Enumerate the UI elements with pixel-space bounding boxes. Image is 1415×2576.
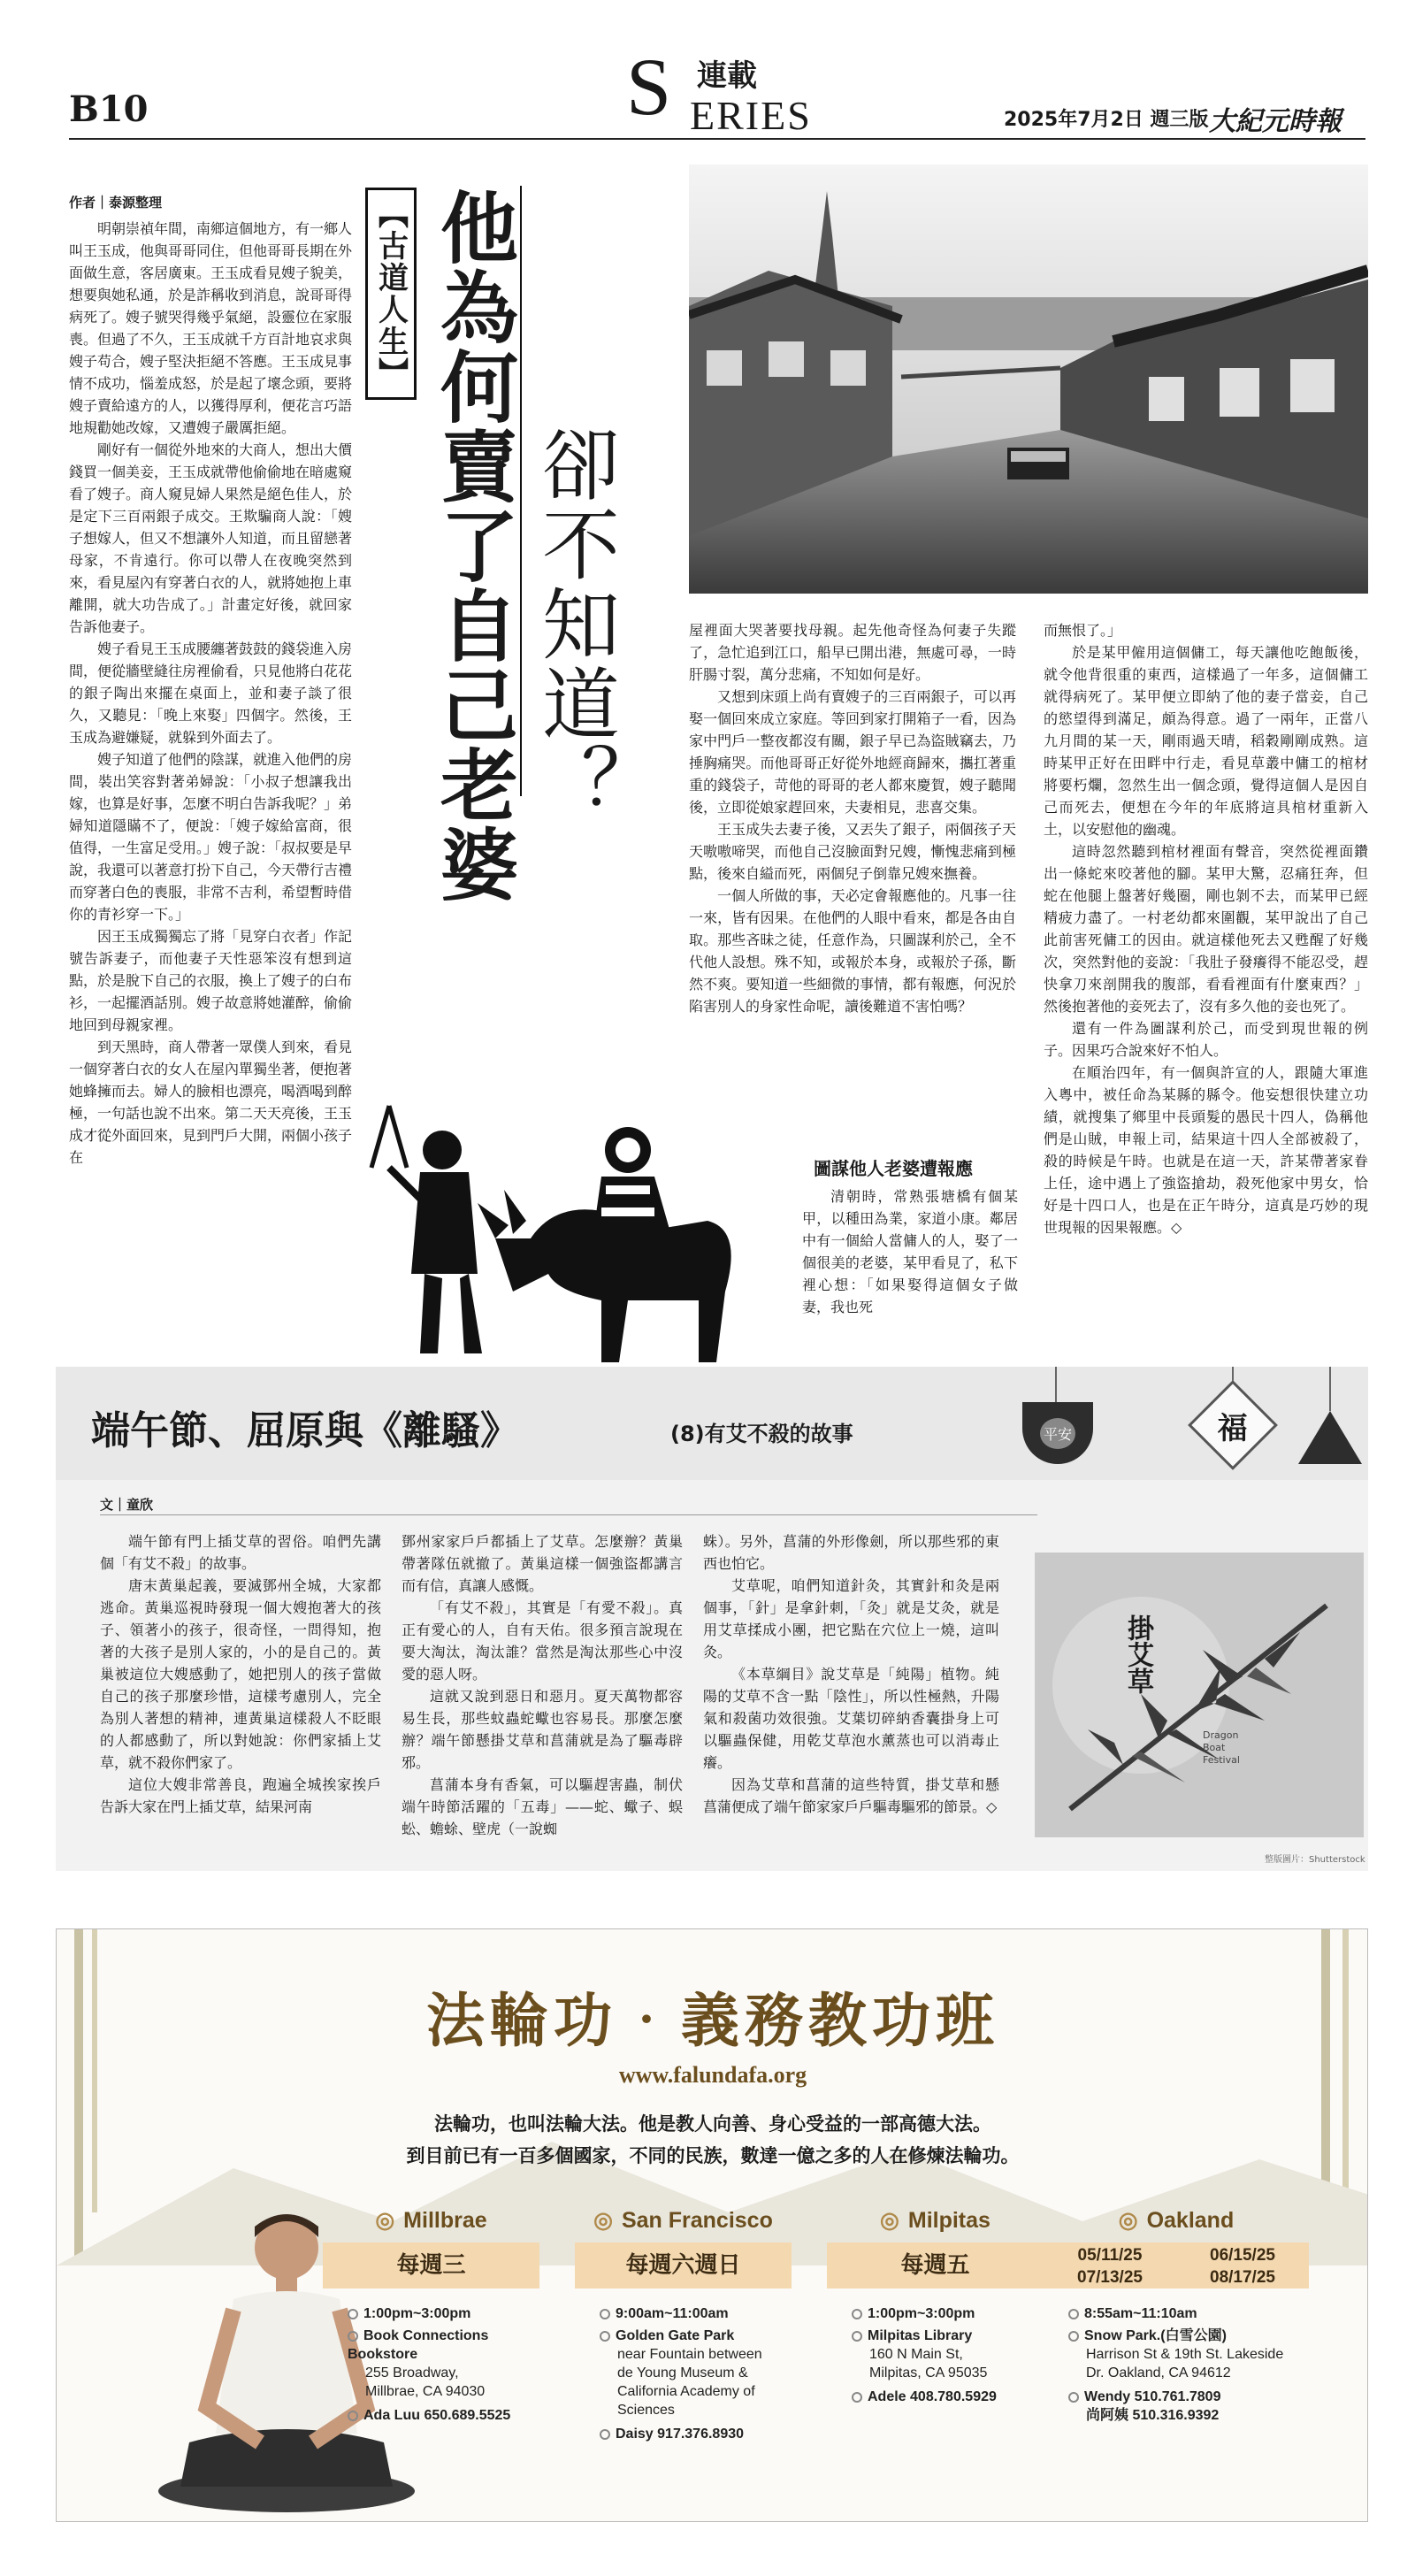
- date: 05/11/25: [1077, 2246, 1143, 2265]
- location-oakland: [1044, 2207, 1309, 2425]
- papercut-illustration: [336, 1088, 796, 1371]
- paragraph: 清朝時，常熟張塘橋有個某甲，以種田為業，家道小康。鄰居中有一個給人當傭人的人，娶了一個很美的老婆，某甲看見了，私下裡心想：「如果娶得這個女子做妻，我也死: [802, 1188, 1018, 1315]
- phone-icon: [852, 2392, 862, 2403]
- contact[interactable]: Ada Luu 650.689.5525: [363, 2408, 511, 2423]
- location-millbrae: [323, 2207, 539, 2425]
- phone-icon: [348, 2411, 358, 2421]
- address-line: Milpitas, CA 95035: [869, 2365, 988, 2380]
- article2-col2: [402, 1530, 683, 1858]
- image-credit: 整版圖片：Shutterstock: [1265, 1855, 1365, 1865]
- address-line: 160 N Main St,: [869, 2347, 963, 2362]
- time: 1:00pm~3:00pm: [868, 2306, 975, 2321]
- paragraph: 鄧州家家戶戶都插上了艾草。怎麼辦？黃巢帶著隊伍就撤了。黃巢這樣一個強盜都講言而有信，真讓人感慨。: [402, 1533, 683, 1594]
- contact[interactable]: Wendy 510.761.7809: [1084, 2389, 1221, 2404]
- paragraph: 唐末黃巢起義，要滅鄧州全城，大家都逃命。黃巢巡視時發現一個大嫂抱著大的孩子、領著小的孩子，很奇怪，一問得知，抱著的大孩子是別人家的，小的是自己的。黃巢被這位大嫂感動了，她把別人的孩子當做自己的孩子那麼珍惜，這樣考慮別人，完全為別人著想的精神，連黃巢這樣殺人不眨眼的人都感動了，所以對她說：你們家插上艾草，就不殺你們家了。: [100, 1577, 381, 1771]
- contact[interactable]: Daisy 917.376.8930: [616, 2426, 745, 2442]
- location-icon: [1068, 2331, 1079, 2342]
- article1-col3: [1044, 619, 1368, 1353]
- section-cn: 連載: [697, 58, 757, 94]
- paper-name: 大紀元時報: [1209, 106, 1342, 137]
- header-rule: [69, 138, 1365, 140]
- charm-fu-label: 福: [1218, 1410, 1248, 1446]
- article1-col2: [689, 619, 1016, 1090]
- paragraph: 「有艾不殺」，其實是「有愛不殺」。真正有愛心的人，自有天佑。很多預言說現在要大淘汰，淘汰誰？當然是淘汰那些心中沒愛的惡人呀。: [402, 1599, 683, 1683]
- contact[interactable]: 尚阿姨 510.316.9392: [1086, 2408, 1220, 2423]
- author-rule: [100, 1514, 1037, 1515]
- place: Golden Gate Park: [616, 2328, 735, 2343]
- ad-line2: 到目前已有一百多個國家，不同的民族，數達一億之多的人在修煉法輪功。: [406, 2144, 1020, 2166]
- mugwort-title: 掛艾草: [1122, 1614, 1153, 1694]
- section-en: ERIES: [690, 93, 812, 138]
- paragraph: 還有一件為圖謀利於己，而受到現世報的例子。因果巧合說來好不怕人。: [1044, 1020, 1368, 1059]
- water-town-illustration: [689, 165, 1368, 594]
- phone-icon: [1068, 2392, 1079, 2403]
- paragraph: 一個人所做的事，天必定會報應他的。凡事一往一來，皆有因果。在他們的人眼中看來，都是各由自取。那些吝昧之徒，任意作為，只圖謀利於己，全不代他人設想。殊不知，或報於本身，或報於子孫，斷然不爽。要知道一些細微的事情，都有報應，何況於陷害別人的身家性命呢，讀後難道不害怕嗎？: [689, 887, 1016, 1015]
- paragraph: 到天黑時，商人帶著一眾僕人到來，看見一個穿著白衣的女人在屋內單獨坐著，便抱著她蜂擁而去。婦人的臉相也漂亮，喝酒喝到醉極，一句話也說不出來。第二天天亮後，王玉成才從外面回來，見到門戶大開，兩個小孩子在: [69, 1039, 352, 1166]
- paragraph: 明朝崇禎年間，南鄉這個地方，有一鄉人叫王玉成，他與哥哥同住，但他哥哥長期在外面做生意，客居廣東。王玉成看見嫂子貌美，想要與她私通，於是詐稱收到消息，說哥哥得病死了。嫂子號哭得幾乎氣絕，設靈位在家服喪。但過了不久，王玉成就千方百計地哀求與嫂子苟合，嫂子堅決拒絕不答應。王玉成見事情不成功，惱羞成怒，於是起了壞念頭，要將嫂子賣給遠方的人，以獲得厚利，便花言巧語地規勸她改嫁，又遭嫂子嚴厲拒絕。: [69, 220, 352, 436]
- location-sanfrancisco: [575, 2207, 792, 2443]
- paragraph: 在順治四年，有一個與許宣的人，跟隨大軍進入粵中，被任命為某縣的縣令。他妄想很快建立功績，就搜集了鄉里中長頭髮的愚民十四人，偽稱他們是山賊，申報上司，結果這十四人全部被殺了，殺的時候是午時。也就是在這一天，許某帶著家眷上任，途中遇上了強盜搶劫，殺死他家中男女，恰好是十四口人，也是在正午時分，這真是巧妙的現世現報的因果報應。◇: [1044, 1064, 1368, 1236]
- article-title-line2: 卻不知道？: [530, 425, 621, 823]
- section-big-letter: S: [626, 42, 672, 132]
- address-line: Dr. Oakland, CA 94612: [1086, 2365, 1231, 2380]
- location-city: [1044, 2207, 1309, 2237]
- banner-subtitle: (8)有艾不殺的故事: [670, 1422, 853, 1446]
- location-info: [1044, 2288, 1309, 2425]
- article1-col2b: [802, 1185, 1018, 1353]
- paragraph: 艾草呢，咱們知道針灸，其實針和灸是兩個事，「針」是拿針刺，「灸」就是艾灸，就是用艾草揉成小團，把它點在穴位上一燒，這叫灸。: [703, 1577, 999, 1660]
- address-line: Harrison St & 19th St. Lakeside: [1086, 2347, 1284, 2362]
- pin-icon: ◎: [375, 2208, 395, 2233]
- location-city: [575, 2207, 792, 2237]
- paragraph: 又想到床頭上尚有賣嫂子的三百兩銀子，可以再娶一個回來成立家庭。等回到家打開箱子一看，因為家中門戶一整夜都沒有關，銀子早已為盜賊竊去，乃捶胸痛哭。而他哥哥正好從外地經商歸來，攜扛著重重的錢袋子，苛他的哥哥的老人都來慶賀，嫂子聽聞後，立即從娘家趕回來，夫妻相見，悲喜交集。: [689, 688, 1016, 816]
- location-day: 每週六週日: [575, 2242, 792, 2288]
- paragraph: 這時忽然聽到棺材裡面有聲音，突然從裡面鑽出一條蛇來咬著他的腳。某甲大驚，忍痛狂奔，但蛇在他腿上盤著好幾圈，剛也剝不去，而某甲已經精疲力盡了。一村老幼都來圍觀，某甲說出了自己此前害死傭工的因由。就這樣他死去又甦醒了好幾次，突然對他的妾說：「我肚子發癢得不能忍受，趕快拿刀來剖開我的腹部，看看裡面有什麼東西？」然後抱著他的妾死去了，沒有多久他的妾也死了。: [1044, 843, 1368, 1015]
- paragraph: 端午節有門上插艾草的習俗。咱們先講個「有艾不殺」的故事。: [100, 1533, 381, 1572]
- phone-icon: [600, 2429, 610, 2440]
- location-dates: [1044, 2242, 1309, 2288]
- charm-string-1: [1055, 1367, 1057, 1402]
- contact[interactable]: Adele 408.780.5929: [868, 2389, 997, 2404]
- location-icon: [600, 2331, 610, 2342]
- date: 06/15/25: [1210, 2246, 1275, 2265]
- ad-line1: 法輪功，也叫法輪大法。他是教人向善、身心受益的一部高德大法。: [434, 2112, 991, 2135]
- location-icon: [852, 2331, 862, 2342]
- clock-icon: [348, 2309, 358, 2319]
- paragraph: 《本草綱目》說艾草是「純陽」植物。純陽的艾草不含一點「陰性」，所以性極熱，升陽氣和殺菌功效很強。艾葉切碎納香囊掛身上可以驅蟲保健，用乾艾草泡水薰蒸也可以消毒止癢。: [703, 1666, 999, 1771]
- mugwort-en: Dragon Boat Festival: [1203, 1729, 1240, 1766]
- location-info: [323, 2288, 539, 2425]
- city-label: Oakland: [1146, 2208, 1235, 2233]
- clock-icon: [1068, 2309, 1079, 2319]
- ad-url[interactable]: www.falundafa.org: [618, 2062, 807, 2088]
- date: 08/17/25: [1210, 2267, 1275, 2287]
- address-line: 255 Broadway,: [365, 2365, 459, 2380]
- clock-icon: [600, 2309, 610, 2319]
- paragraph: 屋裡面大哭著要找母親。起先他奇怪為何妻子失蹤了，急忙追到江口，船早已開出港，無處可尋，一時肝腸寸裂，萬分悲痛，不知如何是好。: [689, 622, 1016, 683]
- city-label: Millbrae: [403, 2208, 487, 2233]
- paragraph: 因為艾草和菖蒲的這些特質，掛艾草和懸菖蒲便成了端午節家家戶戶驅毒驅邪的節景。◇: [703, 1776, 999, 1815]
- zongzi-icon: [1298, 1411, 1362, 1464]
- section-masthead: [626, 42, 838, 140]
- article-title-line1: 他為何賣了自己老婆: [428, 188, 520, 904]
- time: 9:00am~11:00am: [616, 2306, 729, 2321]
- pin-icon: ◎: [880, 2208, 899, 2233]
- city-label: San Francisco: [621, 2208, 773, 2233]
- paragraph: 王玉成失去妻子後，又丟失了銀子，兩個孩子天天嗷嗷啼哭，而他自己沒臉面對兄嫂，慚愧悲痛到極點，後來自縊而死，兩個兒子倒靠兄嫂來撫養。: [689, 821, 1016, 882]
- paragraph: 剛好有一個從外地來的大商人，想出大價錢買一個美妾，王玉成就帶他偷偷地在暗處窺看了嫂子。商人窺見婦人果然是絕色佳人，於是定下三百兩銀子成交。王欺騙商人說：「嫂子想嫁人，但又不想讓外人知道，而且留戀著母家，不肯遠行。你可以帶人在夜晚突然到來，看見屋內有穿著白衣的人，就將她抱上車離開，就大功告成了。」計畫定好後，就回家告訴他妻子。: [69, 441, 352, 635]
- article2-col1: [100, 1530, 381, 1858]
- page-number: B10: [69, 88, 149, 130]
- pin-icon: ◎: [593, 2208, 613, 2233]
- ad-title: 法輪功‧義務教功班: [426, 1986, 999, 2055]
- paragraph: 而無恨了。」: [1044, 622, 1122, 639]
- address-line: de Young Museum &: [617, 2365, 748, 2380]
- water-town-photo: [689, 165, 1368, 594]
- article1-subhead: 圖謀他人老婆遭報應: [814, 1158, 973, 1179]
- paragraph: 於是某甲僱用這個傭工，每天讓他吃飽飯後，就令他背很重的東西，這樣過了一年多，這個傭工就得病死了。某甲便立即納了他的妻子當妾，自己的慾望得到滿足，頗為得意。過了一兩年，正當八九月間的某一天，剛雨過天晴，稻穀剛剛成熟。這時某甲正好在田畔中行走，看見草叢中傭工的棺材將要朽爛，忽然生出一個念頭，覺得這個人是因自己而死去，便想在今年的年底將這具棺材重新入土，以安慰他的幽魂。: [1044, 644, 1368, 838]
- banner-title: 端午節、屈原與《離騷》: [91, 1408, 519, 1453]
- mugwort-illustration: [1035, 1552, 1364, 1837]
- charm-ping-an-label: 平安: [1040, 1418, 1075, 1449]
- title-rule: [520, 186, 522, 796]
- time: 8:55am~11:10am: [1084, 2306, 1197, 2321]
- article1-author: 作者｜泰源整理: [69, 195, 163, 211]
- pin-icon: ◎: [1118, 2208, 1138, 2233]
- location-city: [323, 2207, 539, 2237]
- address-line: California Academy of Sciences: [617, 2384, 755, 2418]
- article2-author: 文｜童欣: [100, 1497, 154, 1513]
- time: 1:00pm~3:00pm: [363, 2306, 471, 2321]
- article1-col1: [69, 218, 352, 1352]
- article2-col3: [703, 1530, 999, 1858]
- address-line: Millbrae, CA 94030: [365, 2384, 486, 2399]
- location-info: [575, 2288, 792, 2443]
- address-line: near Fountain between: [617, 2347, 762, 2362]
- location-icon: [348, 2331, 358, 2342]
- clock-icon: [852, 2309, 862, 2319]
- charm-string-3: [1329, 1367, 1331, 1411]
- location-city: [827, 2207, 1044, 2237]
- paragraph: 這位大嫂非常善良，跑遍全城挨家挨戶告訴大家在門上插艾草，結果河南: [100, 1776, 381, 1815]
- location-milpitas: [827, 2207, 1044, 2406]
- article-kicker: 【古道人生】: [372, 198, 409, 389]
- paragraph: 嫂子看見王玉成腰纏著鼓鼓的錢袋進入房間，便從牆壁縫往房裡偷看，只見他將白花花的銀子陶出來擺在桌面上，並和妻子談了很久，又聽見：「晚上來娶」四個字。然後，王玉成為避嫌疑，就躲到外面去了。: [69, 640, 352, 746]
- kicker-box: [365, 188, 417, 400]
- paragraph: 蛛）。另外，菖蒲的外形像劍，所以那些邪的東西也怕它。: [703, 1533, 999, 1572]
- location-day: 每週三: [323, 2242, 539, 2288]
- paragraph: 菖蒲本身有香氣，可以驅趕害蟲，制伏端午時節活躍的「五毒」——蛇、蠍子、蜈蚣、蟾蜍、壁虎（一說蜘: [402, 1776, 683, 1837]
- paragraph: 嫂子知道了他們的陰謀，就進入他們的房間，裝出笑容對著弟婦說：「小叔子想讓我出嫁，也算是好事，怎麼不明白告訴我呢？」弟婦知道隱瞞不了，便說：「嫂子嫁給富商，很值得，一生富足受用。」嫂子說：「叔叔要是早說，我還可以著意打扮下自己，今天帶行吉禮而穿著白色的喪服，非常不吉利，希望暫時借你的青衫穿一下。」: [69, 751, 352, 923]
- place: Book Connections Bookstore: [348, 2328, 489, 2362]
- paragraph: 因王玉成獨獨忘了將「見穿白衣者」作記號告訴妻子，而他妻子天性惡笨沒有想到這點，於是脫下自己的衣服，換上了嫂子的白布衫，一起擺酒話別。嫂子故意將她灌醉，偷偷地回到母親家裡。: [69, 928, 352, 1033]
- festival-banner: [56, 1367, 1368, 1480]
- date: 07/13/25: [1077, 2267, 1143, 2287]
- place: Snow Park.(白雪公園): [1084, 2328, 1227, 2343]
- place: Milpitas Library: [868, 2328, 973, 2343]
- issue-date: 2025年7月2日 週三版: [1004, 109, 1209, 131]
- city-label: Milpitas: [907, 2208, 990, 2233]
- paragraph: 這就又說到惡日和惡月。夏天萬物都容易生長，那些蚊蟲蛇蠍也容易長。那麼怎麼辦？端午節懸掛艾草和菖蒲就是為了驅毒辟邪。: [402, 1688, 683, 1771]
- charm-fu: [1188, 1380, 1278, 1470]
- charm-ping-an: [1022, 1402, 1093, 1464]
- location-info: [827, 2288, 1044, 2406]
- location-day: 每週五: [827, 2242, 1044, 2288]
